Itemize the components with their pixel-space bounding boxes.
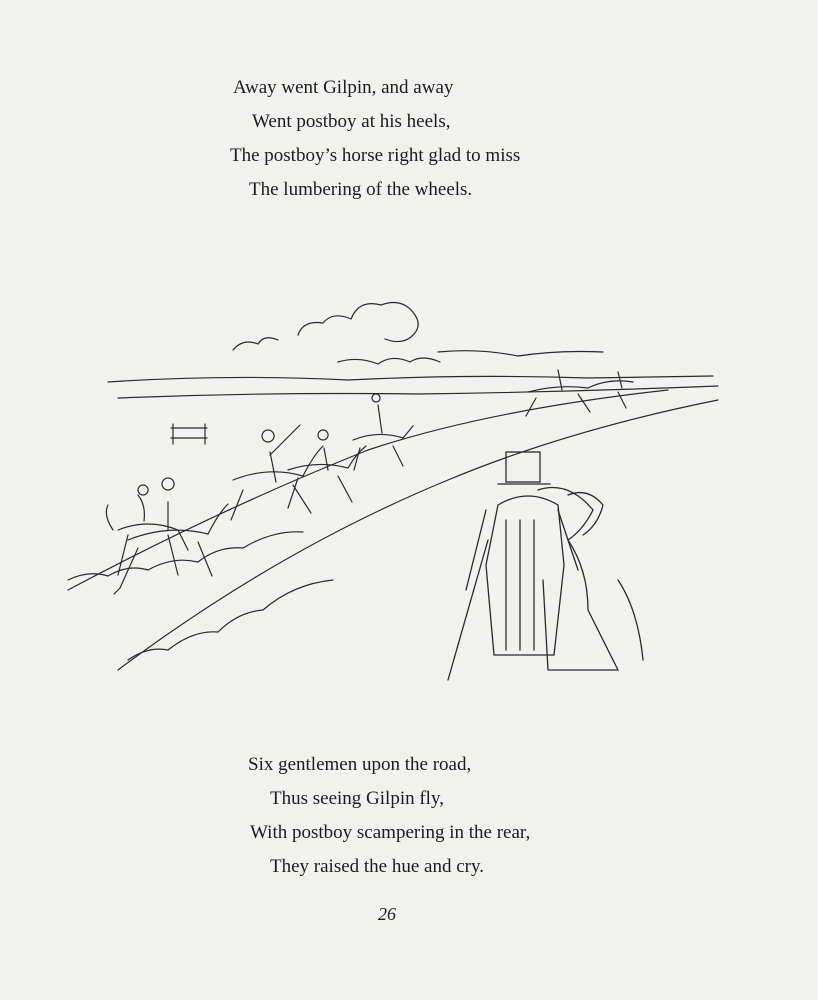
verse-line: Away went Gilpin, and away xyxy=(233,77,454,98)
verse-line: With postboy scampering in the rear, xyxy=(250,822,531,843)
verse-line: The lumbering of the wheels. xyxy=(249,179,473,200)
verse-line: The postboy’s horse right glad to miss xyxy=(230,145,521,166)
stanza-two xyxy=(0,748,530,884)
verse-line: They raised the hue and cry. xyxy=(270,856,485,877)
page-number: 26 xyxy=(378,904,396,924)
verse-line: Six gentlemen upon the road, xyxy=(248,754,472,775)
verse-line: Thus seeing Gilpin fly, xyxy=(270,788,444,809)
verse-line: Went postboy at his heels, xyxy=(252,111,451,132)
stanza-one xyxy=(0,71,520,207)
hunt-scene-illustration xyxy=(58,280,723,700)
